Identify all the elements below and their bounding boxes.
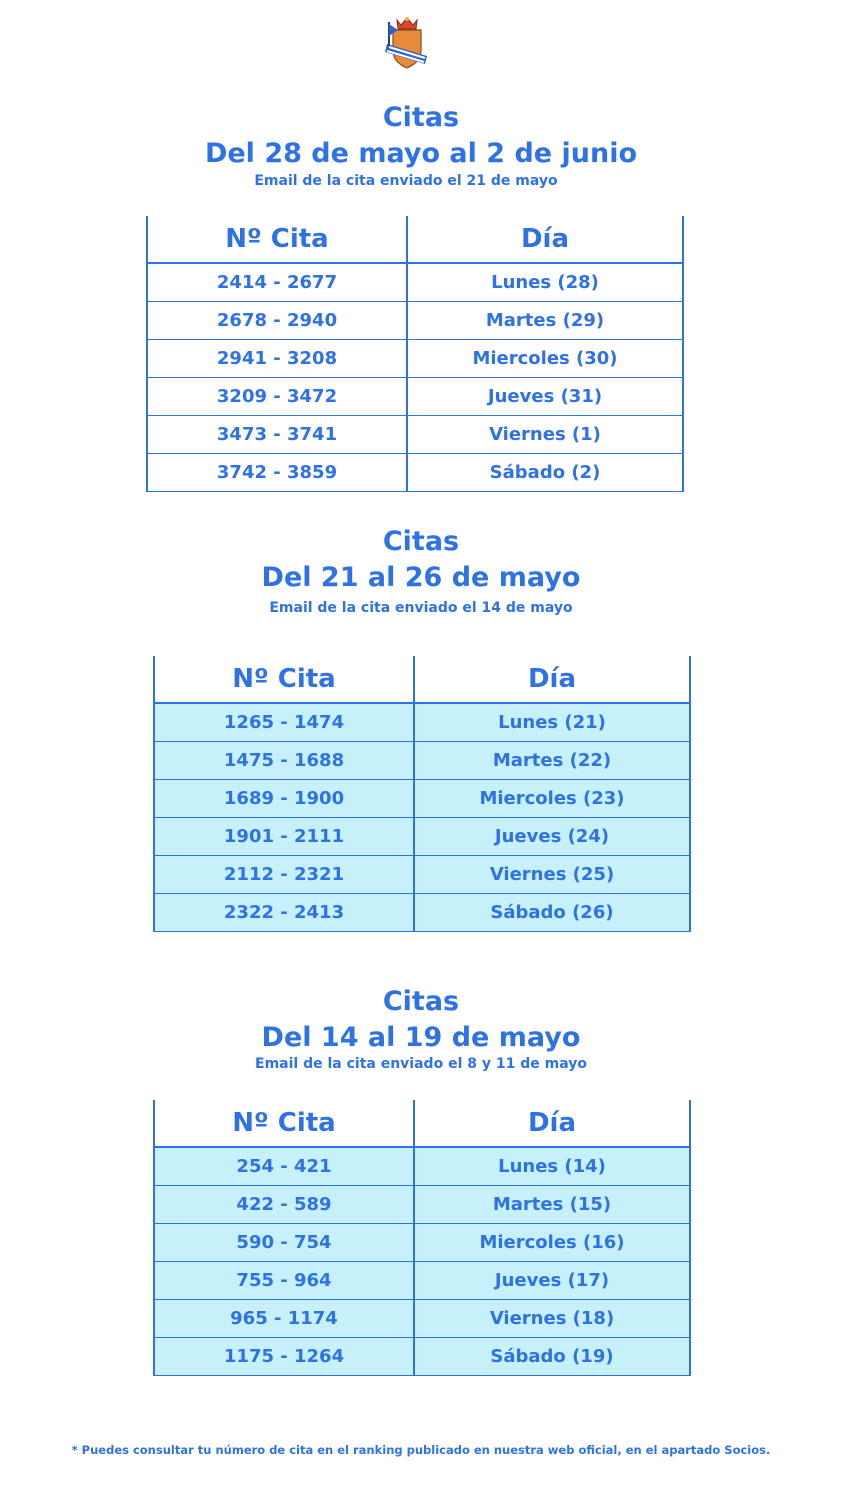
cita-day: Sábado (2) xyxy=(407,454,683,492)
section-3-note: Email de la cita enviado el 8 y 11 de mayo xyxy=(255,1056,587,1072)
column-header-cita: Nº Cita xyxy=(154,656,414,703)
cita-range: 1689 - 1900 xyxy=(154,780,414,818)
cita-range: 2941 - 3208 xyxy=(147,340,407,378)
table-row xyxy=(154,1262,690,1300)
cita-range: 1175 - 1264 xyxy=(154,1338,414,1376)
table-row xyxy=(154,703,690,742)
section-2-subtitle: Del 21 al 26 de mayo xyxy=(261,562,581,593)
column-header-dia: Día xyxy=(414,656,690,703)
column-header-dia: Día xyxy=(407,216,683,263)
table-row xyxy=(154,894,690,932)
cita-range: 2414 - 2677 xyxy=(147,263,407,302)
table-row xyxy=(147,340,683,378)
cita-day: Jueves (31) xyxy=(407,378,683,416)
table-row xyxy=(154,856,690,894)
cita-day: Viernes (18) xyxy=(414,1300,690,1338)
cita-range: 3742 - 3859 xyxy=(147,454,407,492)
cita-range: 3473 - 3741 xyxy=(147,416,407,454)
cita-day: Lunes (14) xyxy=(414,1147,690,1186)
table-row xyxy=(154,1147,690,1186)
table-row xyxy=(154,742,690,780)
section-1-title: Citas xyxy=(382,102,460,133)
section-2-title: Citas xyxy=(382,526,460,557)
cita-day: Viernes (25) xyxy=(414,856,690,894)
section-3-title: Citas xyxy=(382,986,460,1017)
cita-range: 3209 - 3472 xyxy=(147,378,407,416)
table-row xyxy=(154,1186,690,1224)
cita-range: 1901 - 2111 xyxy=(154,818,414,856)
section-2-table xyxy=(153,656,691,932)
cita-day: Miercoles (16) xyxy=(414,1224,690,1262)
cita-day: Sábado (19) xyxy=(414,1338,690,1376)
cita-range: 965 - 1174 xyxy=(154,1300,414,1338)
table-row xyxy=(154,1300,690,1338)
cita-range: 1475 - 1688 xyxy=(154,742,414,780)
cita-day: Viernes (1) xyxy=(407,416,683,454)
cita-day: Martes (29) xyxy=(407,302,683,340)
cita-day: Martes (15) xyxy=(414,1186,690,1224)
table-row xyxy=(147,416,683,454)
cita-range: 2322 - 2413 xyxy=(154,894,414,932)
cita-day: Jueves (17) xyxy=(414,1262,690,1300)
table-row xyxy=(154,1338,690,1376)
section-2-note: Email de la cita enviado el 14 de mayo xyxy=(269,600,573,616)
table-row xyxy=(147,454,683,492)
column-header-cita: Nº Cita xyxy=(147,216,407,263)
cita-range: 1265 - 1474 xyxy=(154,703,414,742)
cita-day: Lunes (21) xyxy=(414,703,690,742)
cita-range: 2678 - 2940 xyxy=(147,302,407,340)
cita-range: 422 - 589 xyxy=(154,1186,414,1224)
table-row xyxy=(147,263,683,302)
cita-day: Lunes (28) xyxy=(407,263,683,302)
column-header-dia: Día xyxy=(414,1100,690,1147)
cita-day: Sábado (26) xyxy=(414,894,690,932)
cita-day: Martes (22) xyxy=(414,742,690,780)
section-3-table xyxy=(153,1100,691,1376)
footnote: * Puedes consultar tu número de cita en el ranking publicado en nuestra web oficial, en el apartado Socios. xyxy=(71,1443,771,1457)
table-row xyxy=(154,1224,690,1262)
cita-range: 590 - 754 xyxy=(154,1224,414,1262)
section-1-subtitle: Del 28 de mayo al 2 de junio xyxy=(204,138,638,169)
cita-day: Miercoles (23) xyxy=(414,780,690,818)
table-row xyxy=(147,302,683,340)
table-row xyxy=(147,378,683,416)
section-3-subtitle: Del 14 al 19 de mayo xyxy=(261,1022,581,1053)
cita-day: Jueves (24) xyxy=(414,818,690,856)
column-header-cita: Nº Cita xyxy=(154,1100,414,1147)
section-1-note: Email de la cita enviado el 21 de mayo xyxy=(254,173,558,189)
cita-range: 254 - 421 xyxy=(154,1147,414,1186)
cita-day: Miercoles (30) xyxy=(407,340,683,378)
table-row xyxy=(154,818,690,856)
club-crest-icon xyxy=(383,16,431,70)
section-1-table xyxy=(146,216,684,492)
cita-range: 2112 - 2321 xyxy=(154,856,414,894)
cita-range: 755 - 964 xyxy=(154,1262,414,1300)
table-row xyxy=(154,780,690,818)
